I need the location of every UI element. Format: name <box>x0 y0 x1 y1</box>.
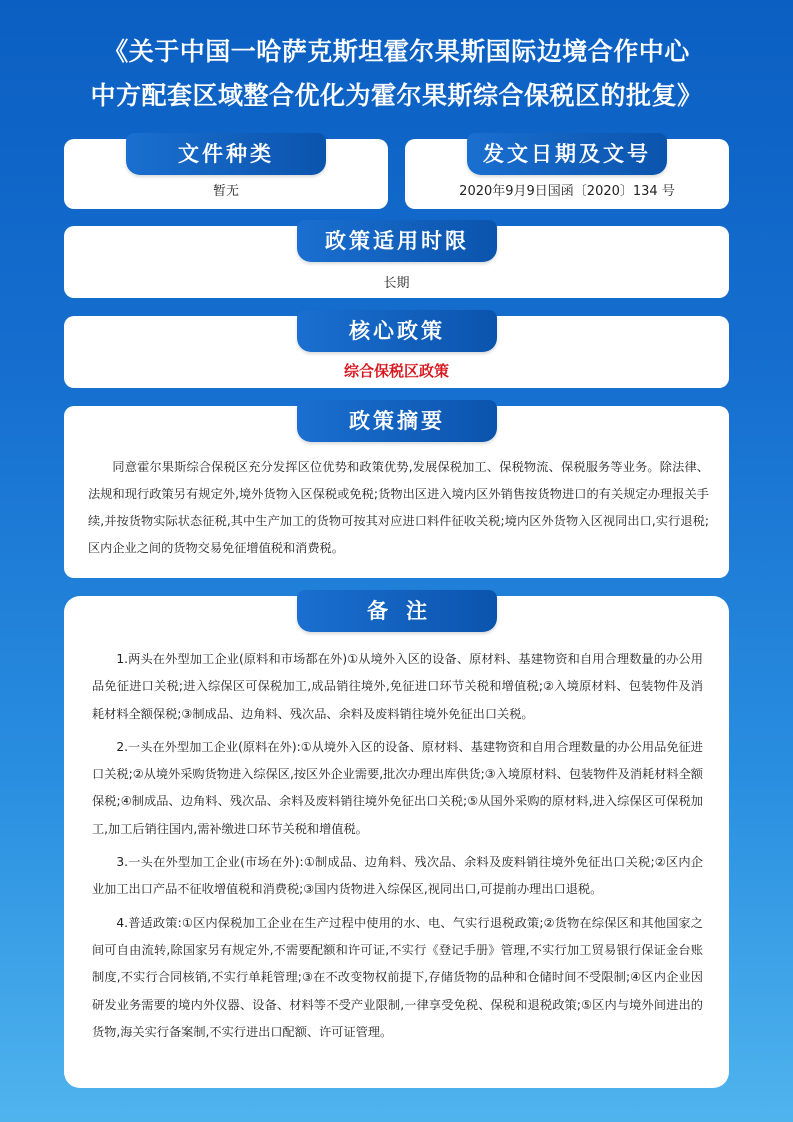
notes-item-4: 4.普适政策:①区内保税加工企业在生产过程中使用的水、电、气实行退税政策;②货物在综保区和其他国家之间可自由流转,除国家另有规定外,不需要配额和许可证,不实行《登记手册》管理,不实行加工贸易银行保证金台账制度,不实行合同核销,不实行单耗管理;③在不改变物权前提下,存储货物的品种和仓储时间不受限制;④区内企业因研发业务需要的境内外仪器、设备、材料等不受产业限制,一律享受免税、保税和退税政策;⑤区内与境外间进出的货物,海关实行备案制,不实行进出口配额、许可证管理。 <box>92 915 703 1039</box>
notes-card <box>64 596 729 1088</box>
title-line-1: 《关于中国一哈萨克斯坦霍尔果斯国际边境合作中心 <box>103 37 690 66</box>
core-policy-label: 核心政策 <box>297 310 497 352</box>
title-line-2: 中方配套区域整合优化为霍尔果斯综合保税区的批复》 <box>90 81 703 110</box>
summary-label: 政策摘要 <box>297 400 497 442</box>
core-policy-card <box>64 316 729 388</box>
issue-info-label: 发文日期及文号 <box>467 133 667 175</box>
notes-item-3: 3.一头在外型加工企业(市场在外):①制成品、边角料、残次品、余料及废料销往境外免征出口关税;②区内企业加工出口产品不征收增值税和消费税;③国内货物进入综保区,视同出口,可提前办理出口退税。 <box>92 855 703 897</box>
notes-label: 备注 <box>297 590 497 632</box>
file-type-label: 文件种类 <box>126 133 326 175</box>
summary-card <box>64 406 729 578</box>
notes-item-1: 1.两头在外型加工企业(原料和市场都在外)①从境外入区的设备、原材料、基建物资和自用合理数量的办公用品免征进口关税;进入综保区可保税加工,成品销往境外,免征进口环节关税和增值税;②入境原材料、包装物件及消耗材料全额保税;③制成品、边角料、残次品、余料及废料销往境外免征出口关税。 <box>92 652 703 721</box>
summary-paragraph: 同意霍尔果斯综合保税区充分发挥区位优势和政策优势,发展保税加工、保税物流、保税服务等业务。除法律、法规和现行政策另有规定外,境外货物入区保税或免税;货物出区进入境内区外销售按货物进口的有关规定办理报关手续,并按货物实际状态征税,其中生产加工的货物可按其对应进口料件征收关税;境内区外货物入区视同出口,实行退税;区内企业之间的货物交易免征增值税和消费税。 <box>88 460 709 555</box>
validity-value: 长期 <box>383 276 410 291</box>
document-title <box>0 30 793 118</box>
validity-card <box>64 226 729 298</box>
core-policy-value: 综合保税区政策 <box>343 362 449 380</box>
file-type-value: 暂无 <box>212 184 239 199</box>
notes-item-2: 2.一头在外型加工企业(原料在外):①从境外入区的设备、原材料、基建物资和自用合理数量的办公用品免征进口关税;②从境外采购货物进入综保区,按区外企业需要,批次办理出库供货;③入境原材料、包装物件及消耗材料全额保税;④制成品、边角料、残次品、余料及废料销往境外免征出口关税;⑤从国外采购的原材料,进入综保区可保税加工,加工后销往国内,需补缴进口环节关税和增值税。 <box>92 739 703 836</box>
issue-info-card <box>405 139 729 209</box>
issue-info-value: 2020年9月9日国函〔2020〕134 号 <box>459 184 675 199</box>
validity-label: 政策适用时限 <box>297 220 497 262</box>
file-type-card <box>64 139 388 209</box>
